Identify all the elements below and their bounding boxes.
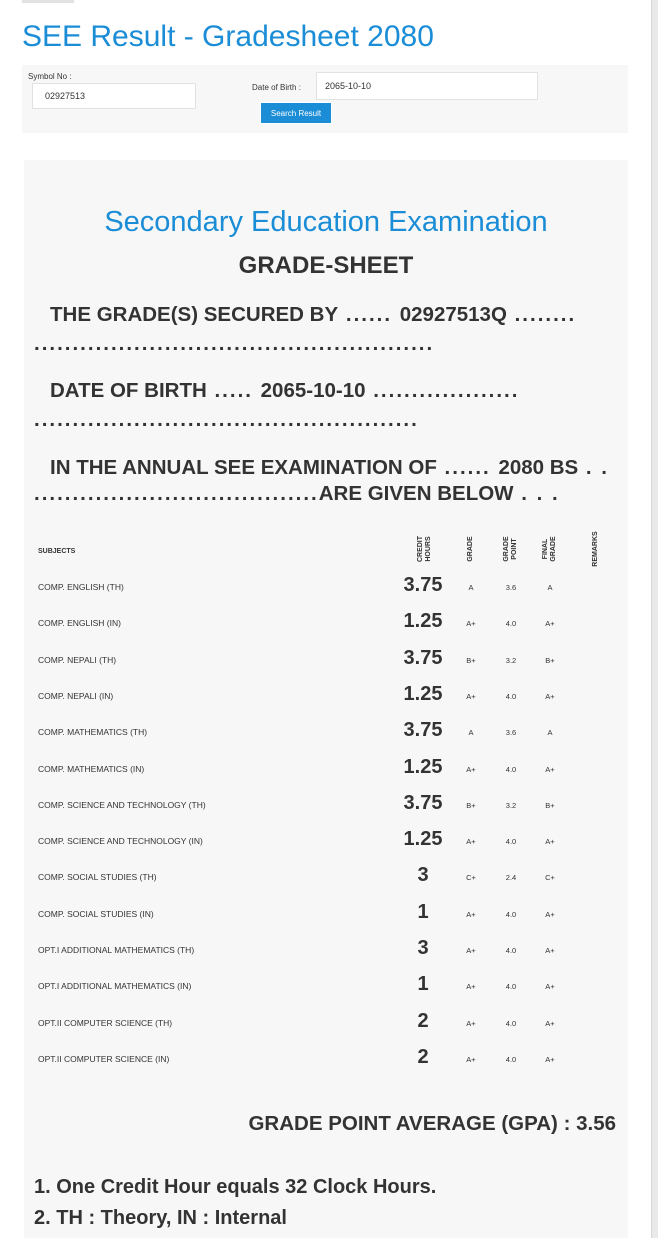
- header-credit-line2: HOURS: [425, 536, 432, 562]
- table-row: [24, 678, 628, 714]
- top-tab-edge: [22, 0, 74, 3]
- final-grade: B+: [545, 800, 555, 810]
- grade: A+: [466, 909, 476, 919]
- grade-point: 3.6: [505, 728, 517, 738]
- grade: A+: [466, 837, 476, 847]
- grade: A+: [466, 691, 476, 701]
- grade: A+: [466, 946, 476, 955]
- table-row: [24, 932, 628, 968]
- final-grade: A+: [545, 946, 555, 955]
- dotted-leader: ....................................................: [34, 332, 435, 355]
- credit-hours: 3: [417, 937, 429, 959]
- final-grade: B+: [545, 655, 555, 665]
- search-panel: [22, 65, 628, 133]
- grade: A+: [466, 764, 476, 774]
- table-row: [24, 751, 628, 787]
- grade: A+: [466, 619, 476, 629]
- grade-point: 4.0: [505, 1018, 517, 1028]
- gpa-summary: GRADE POINT AVERAGE (GPA) : 3.56: [248, 1112, 616, 1135]
- subject-name: COMP. SCIENCE AND TECHNOLOGY (IN): [38, 836, 203, 847]
- grade: C+: [466, 873, 476, 883]
- header-gp-line1: GRADE: [503, 536, 510, 562]
- subject-name: COMP. NEPALI (IN): [38, 690, 114, 701]
- secured-by-line: THE GRADE(S) SECURED BY ...... 02927513Q ........: [50, 303, 577, 326]
- credit-hours: 3.75: [403, 646, 443, 669]
- credit-hours: 3: [417, 864, 429, 887]
- grade-point: 3.2: [505, 655, 517, 665]
- credit-hours: 2: [417, 1045, 429, 1068]
- table-row: [24, 1041, 628, 1077]
- subject-name: COMP. ENGLISH (IN): [38, 618, 121, 629]
- page-title: SEE Result - Gradesheet 2080: [22, 20, 434, 53]
- grade: A: [468, 583, 474, 592]
- credit-hours: 1: [417, 973, 429, 996]
- credit-hours: 2: [417, 1009, 429, 1032]
- grade-point: 3.2: [505, 800, 517, 810]
- header-final-grade: [542, 524, 558, 574]
- table-row: [24, 569, 628, 605]
- credit-hours: 3.75: [403, 574, 443, 596]
- subject-name: COMP. ENGLISH (TH): [38, 582, 124, 592]
- header-fg-line2: GRADE: [550, 536, 557, 562]
- exam-line-label: IN THE ANNUAL SEE EXAMINATION OF: [50, 456, 437, 479]
- table-row: [24, 968, 628, 1004]
- grade: B+: [466, 655, 476, 665]
- grade-point: 4.0: [505, 691, 517, 701]
- symbol-input[interactable]: [32, 83, 196, 109]
- table-row: [24, 1005, 628, 1041]
- exam-line-value: 2080 BS: [498, 456, 579, 479]
- grade: A: [468, 728, 474, 738]
- table-row: [24, 605, 628, 641]
- credit-hours: 1.25: [403, 610, 443, 633]
- grade-point: 4.0: [505, 1054, 517, 1064]
- table-row: [24, 642, 628, 678]
- grade-point: 4.0: [505, 909, 517, 919]
- grade: A+: [466, 982, 476, 992]
- subject-name: COMP. SCIENCE AND TECHNOLOGY (TH): [38, 799, 206, 810]
- header-grade: GRADE: [467, 536, 474, 562]
- note-abbreviations: 2. TH : Theory, IN : Internal: [34, 1207, 287, 1229]
- dotted-leader: ..................................................: [34, 408, 419, 431]
- subject-name: OPT.I ADDITIONAL MATHEMATICS (TH): [38, 945, 195, 955]
- grade-sheet: [24, 160, 628, 1238]
- dob-line-label: DATE OF BIRTH: [50, 379, 207, 402]
- grade-point: 4.0: [505, 982, 517, 992]
- subject-name: COMP. NEPALI (TH): [38, 654, 117, 665]
- subject-name: OPT.I ADDITIONAL MATHEMATICS (IN): [38, 981, 192, 992]
- grade-point: 2.4: [505, 873, 517, 883]
- table-row: [24, 787, 628, 823]
- dob-line-value: 2065-10-10: [260, 379, 366, 402]
- final-grade: A+: [545, 982, 555, 992]
- table-row: [24, 859, 628, 895]
- final-grade: A+: [545, 1018, 555, 1028]
- header-remarks: REMARKS: [592, 531, 599, 567]
- final-grade: A+: [545, 691, 555, 701]
- table-row: [24, 896, 628, 932]
- final-grade: A+: [545, 909, 555, 919]
- subject-name: COMP. SOCIAL STUDIES (TH): [38, 872, 157, 883]
- grade-point: 3.6: [505, 583, 517, 592]
- final-grade: A+: [545, 837, 555, 847]
- grade-point: 4.0: [505, 619, 517, 629]
- credit-hours: 3.75: [403, 719, 443, 742]
- dob-input[interactable]: [316, 72, 538, 100]
- secured-by-label: THE GRADE(S) SECURED BY: [50, 303, 339, 326]
- header-credit-hours: [417, 524, 433, 574]
- given-below-label: ARE GIVEN BELOW: [318, 482, 514, 505]
- note-credit-hours: 1. One Credit Hour equals 32 Clock Hours.: [34, 1176, 437, 1198]
- final-grade: A+: [545, 619, 555, 629]
- exam-line: IN THE ANNUAL SEE EXAMINATION OF ...... 2080 BS . .: [50, 456, 610, 479]
- scrollbar-track[interactable]: [651, 0, 658, 1238]
- subject-name: COMP. SOCIAL STUDIES (IN): [38, 908, 154, 919]
- credit-hours: 1.25: [403, 682, 443, 705]
- symbol-label: Symbol No :: [28, 72, 72, 81]
- final-grade: A+: [545, 1054, 555, 1064]
- dob-line: DATE OF BIRTH ..... 2065-10-10 ...................: [50, 379, 520, 402]
- table-row: [24, 714, 628, 750]
- header-subjects: SUBJECTS: [38, 548, 76, 555]
- subject-name: OPT.II COMPUTER SCIENCE (TH): [38, 1017, 173, 1028]
- final-grade: C+: [545, 873, 555, 883]
- credit-hours: 3.75: [403, 791, 443, 814]
- secured-by-value: 02927513Q: [399, 303, 507, 326]
- sheet-title: GRADE-SHEET: [238, 252, 414, 279]
- header-fg-line1: FINAL: [542, 538, 549, 560]
- header-credit-line1: CREDIT: [417, 535, 424, 563]
- dob-label: Date of Birth :: [252, 83, 301, 92]
- credit-hours: 1.25: [403, 755, 443, 778]
- table-row: [24, 823, 628, 859]
- final-grade: A+: [545, 764, 555, 774]
- exam-title: Secondary Education Examination: [104, 206, 548, 238]
- final-grade: A: [547, 728, 553, 738]
- subject-name: COMP. MATHEMATICS (TH): [38, 727, 148, 738]
- grade: A+: [466, 1018, 476, 1028]
- search-result-button[interactable]: Search Result: [260, 102, 332, 124]
- header-grade-point: [503, 524, 519, 574]
- grade-point: 4.0: [505, 837, 517, 847]
- subject-name: OPT.II COMPUTER SCIENCE (IN): [38, 1053, 170, 1064]
- final-grade: A: [547, 583, 553, 592]
- credit-hours: 1.25: [403, 828, 443, 851]
- subject-name: COMP. MATHEMATICS (IN): [38, 763, 145, 774]
- grade-point: 4.0: [505, 946, 517, 955]
- grade: A+: [466, 1054, 476, 1064]
- given-below-line: .....................................ARE GIVEN BELOW . . .: [34, 482, 560, 505]
- credit-hours: 1: [417, 900, 429, 923]
- grade-point: 4.0: [505, 764, 517, 774]
- header-gp-line2: POINT: [511, 538, 518, 560]
- grade: B+: [466, 800, 476, 810]
